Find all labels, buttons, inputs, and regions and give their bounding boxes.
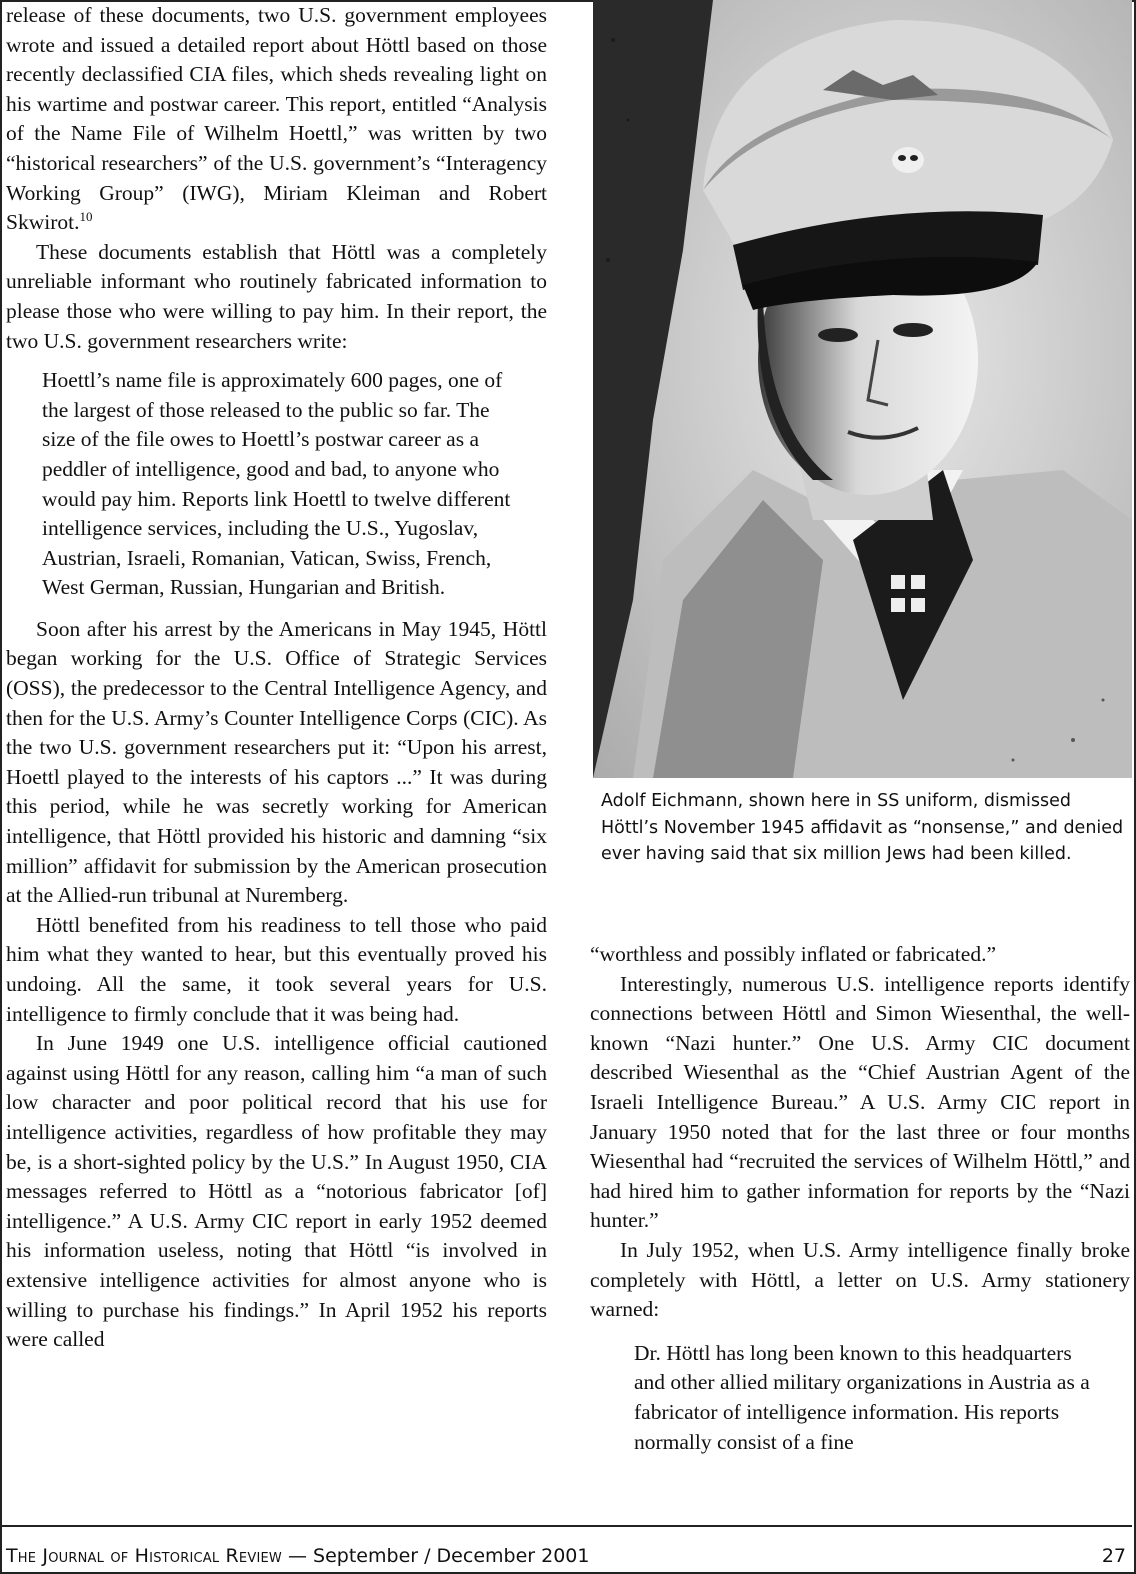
portrait-photo	[593, 0, 1132, 778]
left-column	[6, 1, 547, 1355]
portrait-illustration	[593, 0, 1132, 778]
paragraph: Interestingly, numerous U.S. intelligence reports identify connections between Höttl and Simon Wiesenthal, the well-known “Nazi hunter.” One U.S. Army CIC document described Wiesenthal as the “Chief Austrian Agent of the Israeli Intelligence Bureau.” A U.S. Army CIC report in January 1950 noted that for the last three or four months Wiesenthal had “recruited the services of Wilhelm Höttl,” and had hired him to gather information for reports by the “Nazi hunter.”	[590, 971, 1130, 1233]
paragraph	[6, 1, 547, 238]
issue-date: September / December 2001	[313, 1545, 590, 1567]
page-footer	[6, 1544, 1126, 1568]
paragraph: Höttl benefited from his readiness to tell those who paid him what they wanted to hear, but this eventually proved his undoing. All the same, it took several years for U.S. intelligence to firmly conclude that it was being had.	[6, 912, 547, 1026]
paragraph: In June 1949 one U.S. intelligence official cautioned against using Höttl for any reason, calling him “a man of such low character and poor political record that his use for intelligence activities, regardless of how profitable they may be, is a short-sighted policy by the U.S.” In August 1950, CIA messages referred to Höttl as a “notorious fabricator [of] intelligence.” A U.S. Army CIC report in early 1952 deemed his information useless, noting that Höttl “is involved in extensive intelligence activities for almost anyone who is willing to purchase his findings.” In April 1952 his reports were called	[6, 1031, 547, 1352]
journal-title: The Journal of Historical Review	[6, 1545, 282, 1567]
footnote-marker: 10	[79, 209, 93, 224]
figure-caption: Adolf Eichmann, shown here in SS uniform, dismissed Höttl’s November 1945 affidavit as “nonsense,” and denied ever having said that six million Jews had been killed.	[601, 791, 1124, 864]
paragraph: Soon after his arrest by the Americans in May 1945, Höttl began working for the U.S. Office of Strategic Services (OSS), the predecessor to the Central Intelligence Agency, and then for the U.S. Army’s Counter Intelligence Corps (CIC). As the two U.S. government researchers put it: “Upon his arrest, Hoettl played to the interests of his captors ...” It was during this period, while he was secretly working for American intelligence, that Höttl provided his historic and damning “six million” affidavit for submission by the American prosecution at the Allied-run tribunal at Nuremberg.	[6, 616, 547, 908]
block-quote: Dr. Höttl has long been known to this headquarters and other allied military organizations in Austria as a fabricator of intelligence information. His reports normally consist of a fine	[634, 1340, 1090, 1454]
page-number: 27	[1101, 1545, 1126, 1567]
paragraph: In July 1952, when U.S. Army intelligence finally broke completely with Höttl, a letter on U.S. Army stationery warned:	[590, 1237, 1130, 1322]
paragraph: “worthless and possibly inflated or fabricated.”	[590, 942, 996, 966]
footer-separator: —	[281, 1545, 314, 1567]
paragraph-text: release of these documents, two U.S. government employees wrote and issued a detailed report about Höttl based on those recently declassified CIA files, which sheds revealing light on his wartime and postwar career. This report, entitled “Analysis of the Name File of Wilhelm Hoettl,” was written by two “historical researchers” of the U.S. government’s “Interagency Working Group” (IWG), Miriam Kleiman and Robert Skwirot.	[6, 3, 547, 235]
block-quote: Hoettl’s name file is approximately 600 pages, one of the largest of those released to the public so far. The size of the file owes to Hoettl’s postwar career as a peddler of intelligence, good and bad, to anyone who would pay him. Reports link Hoettl to twelve different intelligence services, including the U.S., Yugoslav, Austrian, Israeli, Romanian, Vatican, Swiss, French, West German, Russian, Hungarian and British.	[42, 368, 511, 600]
footer-divider	[2, 1525, 1132, 1527]
right-column	[590, 940, 1130, 1469]
paragraph: These documents establish that Höttl was a completely unreliable informant who routinely fabricated information to please those who were willing to pay him. In their report, the two U.S. government researchers write:	[6, 239, 547, 353]
